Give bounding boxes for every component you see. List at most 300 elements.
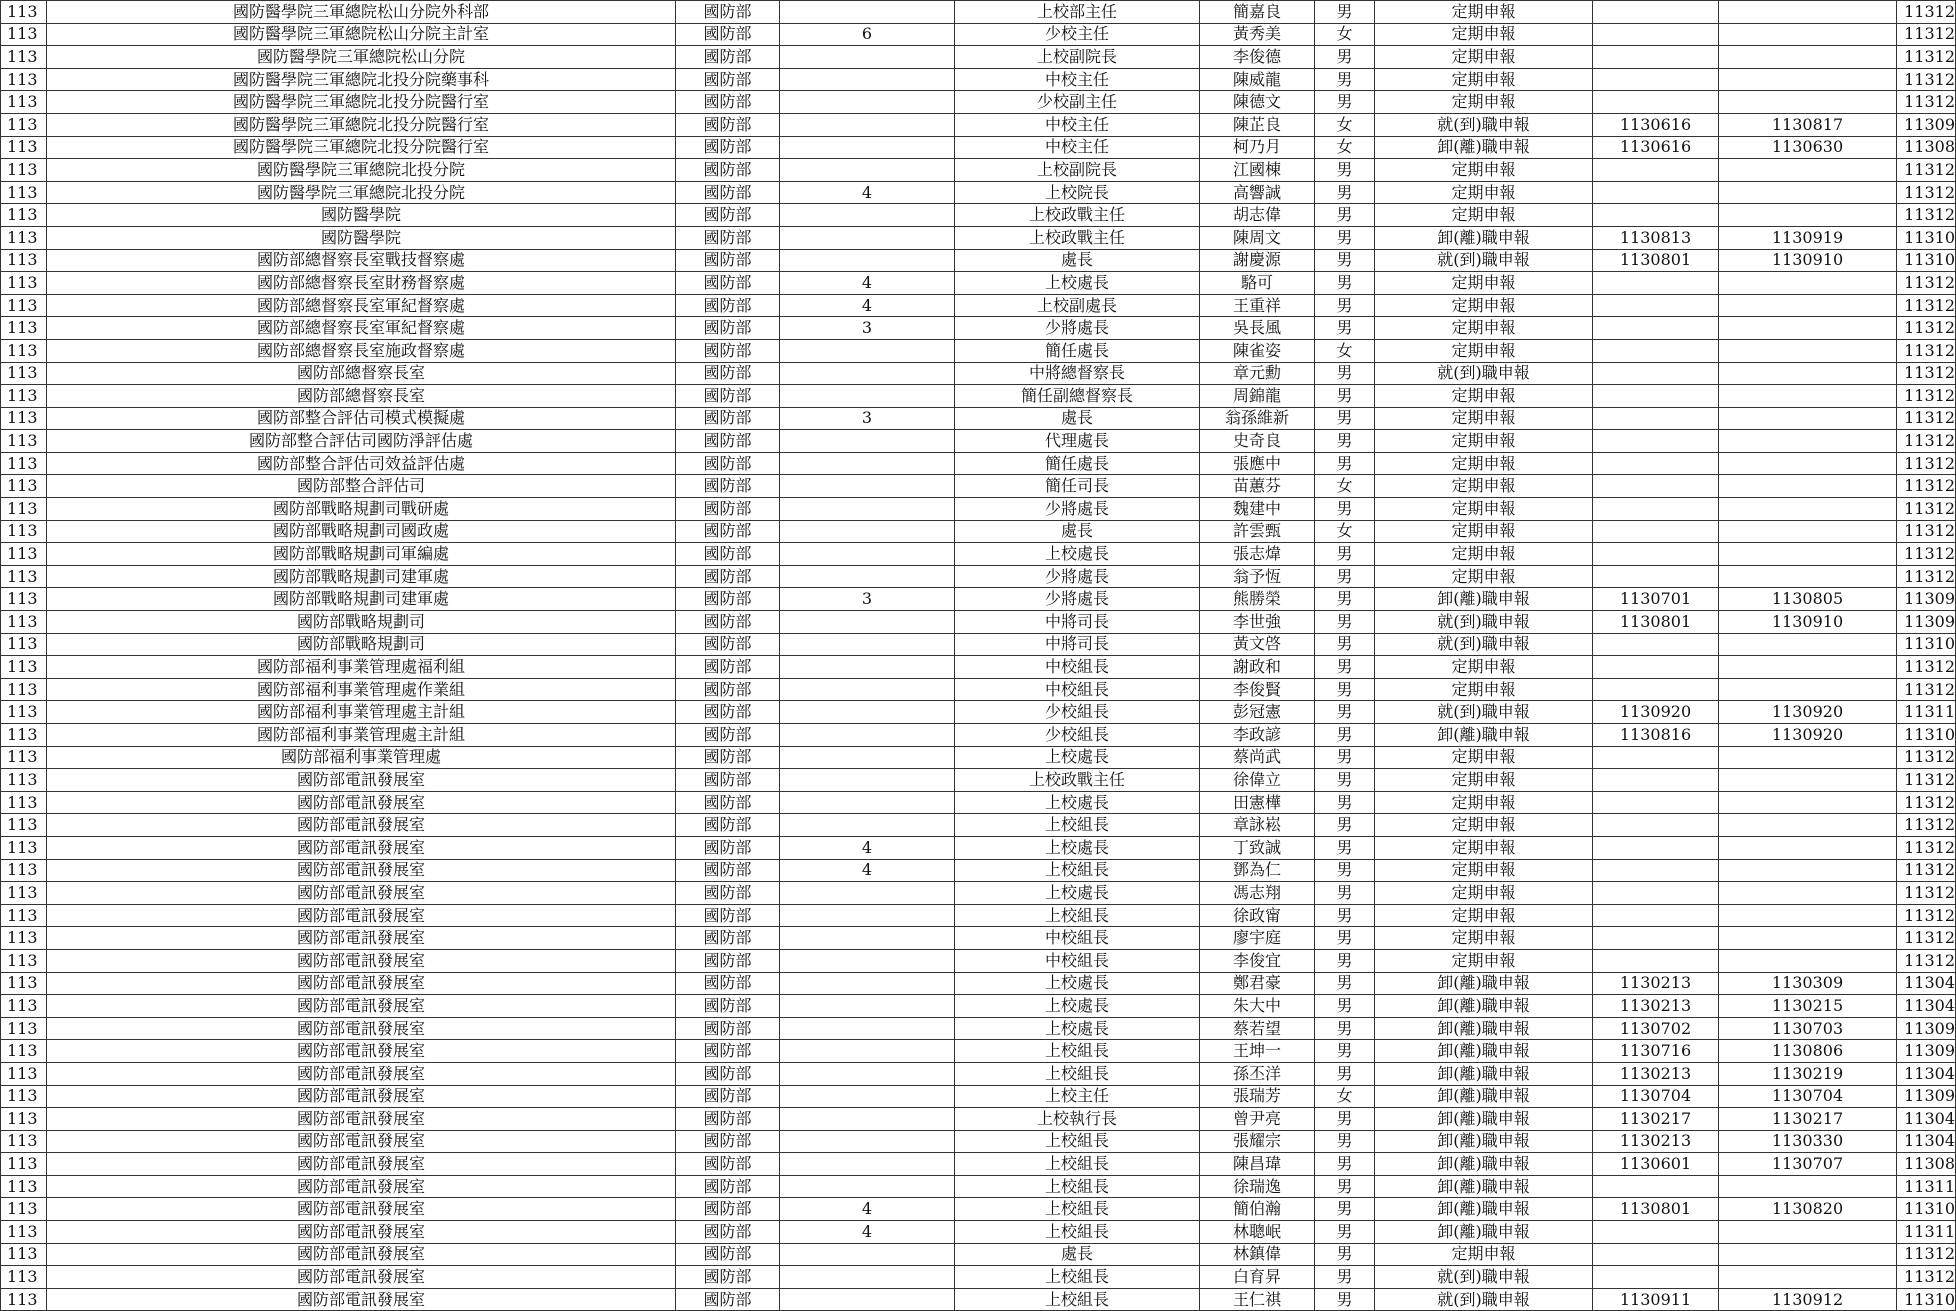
declare-date-cell: 1130219: [1719, 1062, 1897, 1085]
position-cell: 簡任副總督察長: [955, 385, 1200, 408]
agency-cell: 國防部: [676, 995, 780, 1018]
department-cell: 國防部電訊發展室: [47, 1175, 676, 1198]
publish-date-cell: 11310: [1897, 249, 1956, 272]
declaration-type-cell: 就(到)職申報: [1375, 611, 1593, 634]
name-cell: 翁孫維新: [1200, 407, 1315, 430]
year-cell: 113: [1, 226, 47, 249]
start-date-cell: [1593, 475, 1719, 498]
name-cell: 王坤一: [1200, 1040, 1315, 1063]
declaration-type-cell: 卸(離)職申報: [1375, 1175, 1593, 1198]
year-cell: 113: [1, 294, 47, 317]
declare-date-cell: 1130217: [1719, 1108, 1897, 1131]
name-cell: 馮志翔: [1200, 882, 1315, 905]
declare-date-cell: [1719, 746, 1897, 769]
publish-date-cell: 11312: [1897, 814, 1956, 837]
department-cell: 國防部電訊發展室: [47, 1221, 676, 1244]
table-row: [1, 226, 1956, 249]
department-cell: 國防部電訊發展室: [47, 1288, 676, 1311]
agency-cell: 國防部: [676, 498, 780, 521]
table-row: [1, 339, 1956, 362]
agency-cell: 國防部: [676, 159, 780, 182]
position-cell: 中校主任: [955, 68, 1200, 91]
publish-date-cell: 11310: [1897, 1288, 1956, 1311]
declare-date-cell: 1130920: [1719, 724, 1897, 747]
department-cell: 國防部電訊發展室: [47, 1040, 676, 1063]
declare-date-cell: [1719, 159, 1897, 182]
year-cell: 113: [1, 407, 47, 430]
agency-cell: 國防部: [676, 927, 780, 950]
publish-date-cell: 11309: [1897, 1017, 1956, 1040]
year-cell: 113: [1, 724, 47, 747]
start-date-cell: [1593, 181, 1719, 204]
grade-cell: [780, 136, 955, 159]
publish-date-cell: 11312: [1897, 385, 1956, 408]
gender-cell: 男: [1315, 836, 1375, 859]
agency-cell: 國防部: [676, 949, 780, 972]
department-cell: 國防部總督察長室財務督察處: [47, 272, 676, 295]
declaration-type-cell: 就(到)職申報: [1375, 701, 1593, 724]
department-cell: 國防部福利事業管理處作業組: [47, 678, 676, 701]
publish-date-cell: 11304: [1897, 972, 1956, 995]
start-date-cell: [1593, 836, 1719, 859]
declaration-type-cell: 卸(離)職申報: [1375, 995, 1593, 1018]
publish-date-cell: 11312: [1897, 475, 1956, 498]
publish-date-cell: 11312: [1897, 272, 1956, 295]
table-row: [1, 1, 1956, 24]
table-row: [1, 1062, 1956, 1085]
name-cell: 李俊德: [1200, 46, 1315, 69]
position-cell: 上校主任: [955, 1085, 1200, 1108]
declare-date-cell: [1719, 385, 1897, 408]
department-cell: 國防部電訊發展室: [47, 927, 676, 950]
table-row: [1, 204, 1956, 227]
grade-cell: [780, 724, 955, 747]
declaration-type-cell: 卸(離)職申報: [1375, 1040, 1593, 1063]
year-cell: 113: [1, 1221, 47, 1244]
department-cell: 國防部總督察長室施政督察處: [47, 339, 676, 362]
agency-cell: 國防部: [676, 91, 780, 114]
start-date-cell: [1593, 633, 1719, 656]
position-cell: 上校處長: [955, 1017, 1200, 1040]
position-cell: 簡任處長: [955, 339, 1200, 362]
table-row: [1, 565, 1956, 588]
year-cell: 113: [1, 1198, 47, 1221]
agency-cell: 國防部: [676, 294, 780, 317]
declaration-type-cell: 定期申報: [1375, 204, 1593, 227]
year-cell: 113: [1, 339, 47, 362]
grade-cell: [780, 882, 955, 905]
name-cell: 簡伯瀚: [1200, 1198, 1315, 1221]
department-cell: 國防部電訊發展室: [47, 814, 676, 837]
name-cell: 謝慶源: [1200, 249, 1315, 272]
table-row: [1, 430, 1956, 453]
gender-cell: 男: [1315, 995, 1375, 1018]
department-cell: 國防部戰略規劃司: [47, 611, 676, 634]
department-cell: 國防部電訊發展室: [47, 1153, 676, 1176]
position-cell: 上校政戰主任: [955, 226, 1200, 249]
declare-date-cell: [1719, 23, 1897, 46]
publish-date-cell: 11312: [1897, 836, 1956, 859]
publish-date-cell: 11312: [1897, 294, 1956, 317]
declaration-type-cell: 卸(離)職申報: [1375, 1085, 1593, 1108]
grade-cell: [780, 1175, 955, 1198]
start-date-cell: [1593, 385, 1719, 408]
position-cell: 中校主任: [955, 113, 1200, 136]
gender-cell: 男: [1315, 656, 1375, 679]
agency-cell: 國防部: [676, 1175, 780, 1198]
position-cell: 處長: [955, 520, 1200, 543]
start-date-cell: 1130911: [1593, 1288, 1719, 1311]
agency-cell: 國防部: [676, 678, 780, 701]
gender-cell: 男: [1315, 272, 1375, 295]
table-row: [1, 475, 1956, 498]
declaration-type-cell: 定期申報: [1375, 520, 1593, 543]
grade-cell: [780, 1017, 955, 1040]
gender-cell: 男: [1315, 927, 1375, 950]
grade-cell: [780, 385, 955, 408]
declare-date-cell: [1719, 362, 1897, 385]
department-cell: 國防部總督察長室: [47, 362, 676, 385]
year-cell: 113: [1, 972, 47, 995]
position-cell: 上校處長: [955, 543, 1200, 566]
grade-cell: [780, 1288, 955, 1311]
position-cell: 上校組長: [955, 1221, 1200, 1244]
year-cell: 113: [1, 633, 47, 656]
gender-cell: 男: [1315, 498, 1375, 521]
start-date-cell: 1130213: [1593, 972, 1719, 995]
declare-date-cell: [1719, 407, 1897, 430]
year-cell: 113: [1, 113, 47, 136]
position-cell: 上校組長: [955, 1130, 1200, 1153]
declaration-type-cell: 就(到)職申報: [1375, 633, 1593, 656]
year-cell: 113: [1, 611, 47, 634]
grade-cell: [780, 656, 955, 679]
gender-cell: 男: [1315, 633, 1375, 656]
gender-cell: 男: [1315, 204, 1375, 227]
publish-date-cell: 11312: [1897, 317, 1956, 340]
table-row: [1, 91, 1956, 114]
grade-cell: [780, 814, 955, 837]
publish-date-cell: 11311: [1897, 1175, 1956, 1198]
declaration-type-cell: 定期申報: [1375, 746, 1593, 769]
table-row: [1, 611, 1956, 634]
grade-cell: [780, 362, 955, 385]
agency-cell: 國防部: [676, 68, 780, 91]
declaration-type-cell: 卸(離)職申報: [1375, 136, 1593, 159]
position-cell: 上校組長: [955, 1198, 1200, 1221]
year-cell: 113: [1, 520, 47, 543]
grade-cell: [780, 1085, 955, 1108]
gender-cell: 女: [1315, 520, 1375, 543]
start-date-cell: [1593, 46, 1719, 69]
grade-cell: [780, 633, 955, 656]
grade-cell: [780, 565, 955, 588]
position-cell: 上校組長: [955, 904, 1200, 927]
grade-cell: [780, 904, 955, 927]
declaration-type-cell: 定期申報: [1375, 46, 1593, 69]
gender-cell: 男: [1315, 362, 1375, 385]
table-row: [1, 1108, 1956, 1131]
name-cell: 蔡若望: [1200, 1017, 1315, 1040]
position-cell: 上校院長: [955, 181, 1200, 204]
publish-date-cell: 11312: [1897, 949, 1956, 972]
name-cell: 許雲甄: [1200, 520, 1315, 543]
declaration-type-cell: 定期申報: [1375, 859, 1593, 882]
position-cell: 上校組長: [955, 1266, 1200, 1289]
department-cell: 國防部總督察長室: [47, 385, 676, 408]
table-row: [1, 972, 1956, 995]
name-cell: 曾尹亮: [1200, 1108, 1315, 1131]
name-cell: 熊勝榮: [1200, 588, 1315, 611]
name-cell: 章詠崧: [1200, 814, 1315, 837]
grade-cell: [780, 1062, 955, 1085]
gender-cell: 男: [1315, 1221, 1375, 1244]
agency-cell: 國防部: [676, 701, 780, 724]
department-cell: 國防部電訊發展室: [47, 1243, 676, 1266]
start-date-cell: 1130616: [1593, 136, 1719, 159]
publish-date-cell: 11309: [1897, 611, 1956, 634]
publish-date-cell: 11312: [1897, 23, 1956, 46]
name-cell: 謝政和: [1200, 656, 1315, 679]
gender-cell: 男: [1315, 68, 1375, 91]
start-date-cell: [1593, 746, 1719, 769]
start-date-cell: [1593, 1221, 1719, 1244]
agency-cell: 國防部: [676, 1198, 780, 1221]
declare-date-cell: 1130215: [1719, 995, 1897, 1018]
table-row: [1, 498, 1956, 521]
declaration-type-cell: 定期申報: [1375, 814, 1593, 837]
declaration-type-cell: 卸(離)職申報: [1375, 226, 1593, 249]
table-row: [1, 633, 1956, 656]
start-date-cell: [1593, 1243, 1719, 1266]
department-cell: 國防部電訊發展室: [47, 1198, 676, 1221]
department-cell: 國防部電訊發展室: [47, 1085, 676, 1108]
publish-date-cell: 11312: [1897, 656, 1956, 679]
name-cell: 苗蕙芬: [1200, 475, 1315, 498]
declare-date-cell: 1130820: [1719, 1198, 1897, 1221]
start-date-cell: 1130213: [1593, 1130, 1719, 1153]
grade-cell: [780, 1153, 955, 1176]
year-cell: 113: [1, 1017, 47, 1040]
table-row: [1, 588, 1956, 611]
declare-date-cell: [1719, 91, 1897, 114]
department-cell: 國防醫學院三軍總院北投分院: [47, 181, 676, 204]
gender-cell: 女: [1315, 136, 1375, 159]
department-cell: 國防醫學院: [47, 204, 676, 227]
table-row: [1, 407, 1956, 430]
publish-date-cell: 11312: [1897, 882, 1956, 905]
department-cell: 國防部電訊發展室: [47, 791, 676, 814]
department-cell: 國防部電訊發展室: [47, 1108, 676, 1131]
publish-date-cell: 11311: [1897, 701, 1956, 724]
department-cell: 國防醫學院三軍總院松山分院外科部: [47, 1, 676, 24]
gender-cell: 男: [1315, 882, 1375, 905]
table-row: [1, 249, 1956, 272]
position-cell: 處長: [955, 1243, 1200, 1266]
declare-date-cell: [1719, 181, 1897, 204]
position-cell: 上校處長: [955, 972, 1200, 995]
year-cell: 113: [1, 159, 47, 182]
department-cell: 國防部整合評估司效益評估處: [47, 452, 676, 475]
position-cell: 少校組長: [955, 724, 1200, 747]
start-date-cell: 1130920: [1593, 701, 1719, 724]
position-cell: 中校主任: [955, 136, 1200, 159]
position-cell: 上校處長: [955, 836, 1200, 859]
agency-cell: 國防部: [676, 565, 780, 588]
year-cell: 113: [1, 814, 47, 837]
year-cell: 113: [1, 1130, 47, 1153]
agency-cell: 國防部: [676, 1, 780, 24]
gender-cell: 男: [1315, 565, 1375, 588]
declare-date-cell: [1719, 678, 1897, 701]
grade-cell: [780, 91, 955, 114]
agency-cell: 國防部: [676, 1243, 780, 1266]
grade-cell: [780, 995, 955, 1018]
position-cell: 簡任處長: [955, 452, 1200, 475]
start-date-cell: 1130213: [1593, 1062, 1719, 1085]
name-cell: 李俊賢: [1200, 678, 1315, 701]
declare-date-cell: [1719, 294, 1897, 317]
publish-date-cell: 11310: [1897, 724, 1956, 747]
position-cell: 上校組長: [955, 1175, 1200, 1198]
gender-cell: 女: [1315, 113, 1375, 136]
table-row: [1, 1221, 1956, 1244]
gender-cell: 男: [1315, 181, 1375, 204]
table-row: [1, 995, 1956, 1018]
grade-cell: [780, 452, 955, 475]
publish-date-cell: 11312: [1897, 904, 1956, 927]
agency-cell: 國防部: [676, 1108, 780, 1131]
grade-cell: [780, 791, 955, 814]
year-cell: 113: [1, 91, 47, 114]
table-row: [1, 769, 1956, 792]
gender-cell: 男: [1315, 452, 1375, 475]
position-cell: 代理處長: [955, 430, 1200, 453]
gender-cell: 男: [1315, 814, 1375, 837]
publish-date-cell: 11304: [1897, 1108, 1956, 1131]
start-date-cell: [1593, 791, 1719, 814]
start-date-cell: [1593, 407, 1719, 430]
agency-cell: 國防部: [676, 113, 780, 136]
declare-date-cell: [1719, 339, 1897, 362]
year-cell: 113: [1, 136, 47, 159]
year-cell: 113: [1, 1062, 47, 1085]
declaration-type-cell: 定期申報: [1375, 882, 1593, 905]
name-cell: 王仁祺: [1200, 1288, 1315, 1311]
name-cell: 陳昌瑋: [1200, 1153, 1315, 1176]
agency-cell: 國防部: [676, 452, 780, 475]
name-cell: 林鎮偉: [1200, 1243, 1315, 1266]
start-date-cell: [1593, 204, 1719, 227]
year-cell: 113: [1, 1040, 47, 1063]
declare-date-cell: 1130920: [1719, 701, 1897, 724]
name-cell: 徐政甯: [1200, 904, 1315, 927]
declare-date-cell: 1130707: [1719, 1153, 1897, 1176]
table-row: [1, 317, 1956, 340]
start-date-cell: 1130213: [1593, 995, 1719, 1018]
publish-date-cell: 11312: [1897, 1243, 1956, 1266]
name-cell: 張志煒: [1200, 543, 1315, 566]
table-body: [1, 1, 1956, 1311]
department-cell: 國防部電訊發展室: [47, 1266, 676, 1289]
start-date-cell: [1593, 859, 1719, 882]
publish-date-cell: 11312: [1897, 204, 1956, 227]
agency-cell: 國防部: [676, 588, 780, 611]
department-cell: 國防部戰略規劃司軍編處: [47, 543, 676, 566]
grade-cell: 4: [780, 1221, 955, 1244]
declare-date-cell: 1130919: [1719, 226, 1897, 249]
declare-date-cell: [1719, 769, 1897, 792]
declare-date-cell: 1130806: [1719, 1040, 1897, 1063]
declare-date-cell: 1130817: [1719, 113, 1897, 136]
name-cell: 彭冠憲: [1200, 701, 1315, 724]
gender-cell: 男: [1315, 859, 1375, 882]
name-cell: 丁致誠: [1200, 836, 1315, 859]
agency-cell: 國防部: [676, 272, 780, 295]
grade-cell: [780, 159, 955, 182]
year-cell: 113: [1, 995, 47, 1018]
declare-date-cell: 1130912: [1719, 1288, 1897, 1311]
declaration-type-cell: 卸(離)職申報: [1375, 1198, 1593, 1221]
declaration-type-cell: 定期申報: [1375, 181, 1593, 204]
grade-cell: [780, 769, 955, 792]
declare-date-cell: [1719, 949, 1897, 972]
gender-cell: 男: [1315, 1288, 1375, 1311]
year-cell: 113: [1, 1, 47, 24]
year-cell: 113: [1, 204, 47, 227]
publish-date-cell: 11309: [1897, 113, 1956, 136]
publish-date-cell: 11312: [1897, 68, 1956, 91]
publish-date-cell: 11312: [1897, 678, 1956, 701]
year-cell: 113: [1, 385, 47, 408]
department-cell: 國防部總督察長室軍紀督察處: [47, 317, 676, 340]
publish-date-cell: 11309: [1897, 1040, 1956, 1063]
agency-cell: 國防部: [676, 317, 780, 340]
name-cell: 林聰岷: [1200, 1221, 1315, 1244]
gender-cell: 男: [1315, 1266, 1375, 1289]
declaration-type-cell: 定期申報: [1375, 407, 1593, 430]
name-cell: 徐瑞逸: [1200, 1175, 1315, 1198]
gender-cell: 男: [1315, 317, 1375, 340]
grade-cell: [780, 475, 955, 498]
declare-date-cell: 1130703: [1719, 1017, 1897, 1040]
grade-cell: 4: [780, 836, 955, 859]
gender-cell: 男: [1315, 1, 1375, 24]
grade-cell: [780, 1, 955, 24]
gender-cell: 男: [1315, 746, 1375, 769]
department-cell: 國防部電訊發展室: [47, 836, 676, 859]
declaration-type-cell: 定期申報: [1375, 91, 1593, 114]
publish-date-cell: 11312: [1897, 1266, 1956, 1289]
declaration-type-cell: 定期申報: [1375, 272, 1593, 295]
position-cell: 上校組長: [955, 859, 1200, 882]
grade-cell: [780, 678, 955, 701]
declare-date-cell: [1719, 656, 1897, 679]
table-row: [1, 791, 1956, 814]
declare-date-cell: [1719, 633, 1897, 656]
agency-cell: 國防部: [676, 430, 780, 453]
name-cell: 魏建中: [1200, 498, 1315, 521]
declaration-type-cell: 定期申報: [1375, 452, 1593, 475]
grade-cell: 3: [780, 317, 955, 340]
position-cell: 上校副院長: [955, 46, 1200, 69]
table-row: [1, 836, 1956, 859]
name-cell: 陳威龍: [1200, 68, 1315, 91]
table-row: [1, 701, 1956, 724]
year-cell: 113: [1, 498, 47, 521]
start-date-cell: [1593, 656, 1719, 679]
agency-cell: 國防部: [676, 1153, 780, 1176]
